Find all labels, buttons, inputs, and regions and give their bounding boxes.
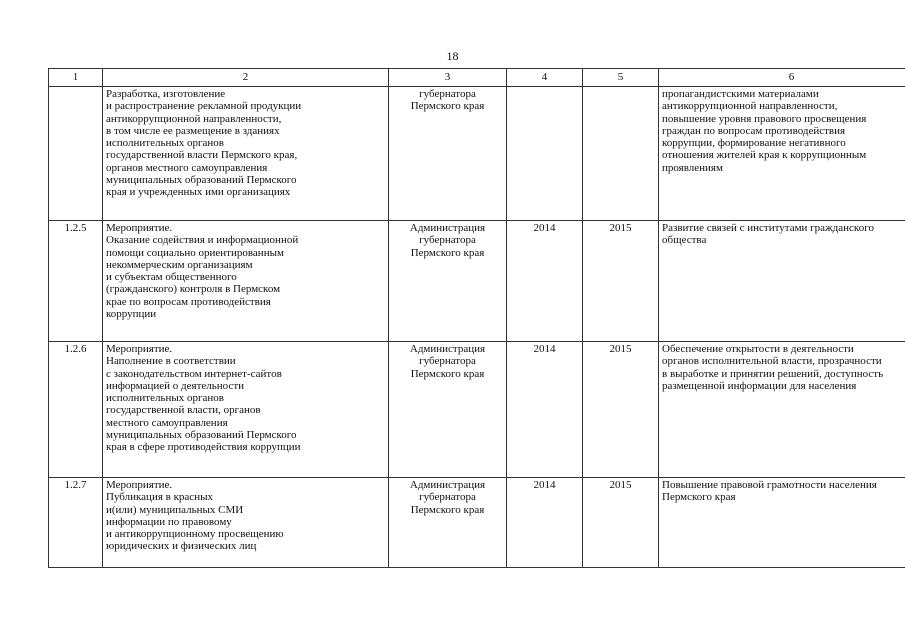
measure-text: Мероприятие. Оказание содействия и информационной помощи социально ориентированным некоммерческим организациям и субъектам общественного (гражданского) контроля в Пермском крае по вопросам противодействия коррупции — [103, 221, 389, 342]
executor-text: Администрация губернатора Пермского края — [389, 342, 507, 478]
executor-text: Администрация губернатора Пермского края — [389, 221, 507, 342]
end-year: 2015 — [583, 342, 659, 478]
column-header: 5 — [583, 69, 659, 87]
result-text: пропагандистскими материалами антикоррупционной направленности, повышение уровня правового просвещения граждан по вопросам противодействия коррупции, формирование негативного отношения жителей края к коррупционным проявлениям — [659, 87, 905, 221]
end-year: 2015 — [583, 478, 659, 568]
start-year — [507, 87, 583, 221]
page-number: 18 — [446, 49, 459, 63]
table-row — [49, 478, 905, 568]
result-text: Развитие связей с институтами гражданского общества — [659, 221, 905, 342]
column-header: 2 — [103, 69, 389, 87]
row-number: 1.2.6 — [49, 342, 103, 478]
table-row — [49, 221, 905, 342]
start-year: 2014 — [507, 478, 583, 568]
row-number: 1.2.5 — [49, 221, 103, 342]
measure-text: Мероприятие. Наполнение в соответствии с законодательством интернет-сайтов информацией о деятельности исполнительных органов государственной власти, органов местного самоуправления муниципальных образований Пермского края в сфере противодействия коррупции — [103, 342, 389, 478]
row-number: 1.2.7 — [49, 478, 103, 568]
column-header: 6 — [659, 69, 905, 87]
measure-text: Разработка, изготовление и распространение рекламной продукции антикоррупционной направленности, в том числе ее размещение в зданиях исполнительных органов государственной власти Пермского края, органов местного самоуправления муниципальных образований Пермского края и учрежденных ими организациях — [103, 87, 389, 221]
table-row — [49, 87, 905, 221]
executor-text: Администрация губернатора Пермского края — [389, 478, 507, 568]
row-number — [49, 87, 103, 221]
end-year: 2015 — [583, 221, 659, 342]
column-header: 1 — [49, 69, 103, 87]
measures-table — [48, 68, 905, 568]
start-year: 2014 — [507, 221, 583, 342]
result-text: Повышение правовой грамотности населения Пермского края — [659, 478, 905, 568]
table-header-row — [49, 69, 905, 87]
start-year: 2014 — [507, 342, 583, 478]
table-row — [49, 342, 905, 478]
column-header: 4 — [507, 69, 583, 87]
result-text: Обеспечение открытости в деятельности органов исполнительной власти, прозрачности в выработке и принятии решений, доступность размещенной информации для населения — [659, 342, 905, 478]
end-year — [583, 87, 659, 221]
column-header: 3 — [389, 69, 507, 87]
measure-text: Мероприятие. Публикация в красных и(или) муниципальных СМИ информации по правовому и антикоррупционному просвещению юридических и физических лиц — [103, 478, 389, 568]
executor-text: губернатора Пермского края — [389, 87, 507, 221]
